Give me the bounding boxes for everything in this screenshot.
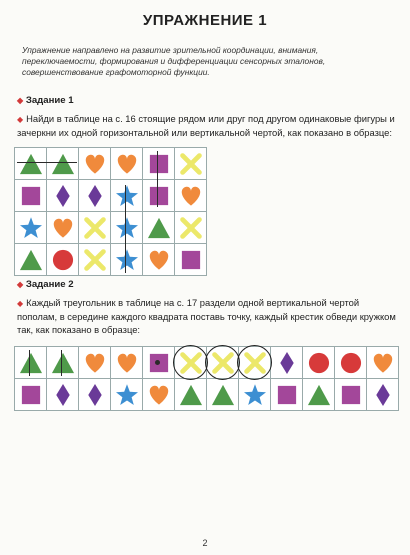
task2-heading: [17, 279, 74, 290]
task2-cell: [142, 378, 175, 411]
square-icon: [147, 184, 171, 208]
square-icon: [147, 152, 171, 176]
triangle-icon: [307, 383, 331, 407]
task2-cell: [302, 378, 335, 411]
bullet-diamond-icon: ◆: [17, 299, 24, 308]
cross-icon: [179, 216, 203, 240]
task1-cell: [14, 211, 47, 244]
task2-cell: [238, 378, 271, 411]
square-icon: [275, 383, 299, 407]
triangle-icon: [179, 383, 203, 407]
task2-cell: [302, 346, 335, 379]
divide-line: [61, 350, 62, 376]
task1-cell: [142, 211, 175, 244]
task2-cell: [78, 378, 111, 411]
heart-icon: [83, 351, 107, 375]
task2-body: [17, 296, 397, 336]
task1-cell: [78, 243, 111, 276]
heart-icon: [147, 383, 171, 407]
strike-line: [17, 162, 77, 163]
task1-cell: [14, 179, 47, 212]
task2-cell: [206, 378, 239, 411]
diamond-icon: [51, 184, 75, 208]
task2-text: Каждый треугольник в таблице на с. 17 раздели одной вертикальной чертой пополам, в середине каждого квадрата поставь точку, каждый крестик обведи кружком так, как показано в образце:: [17, 297, 396, 335]
task1-cell: [14, 147, 47, 180]
task1-cell: [78, 211, 111, 244]
page-title: УПРАЖНЕНИЕ 1: [142, 12, 268, 29]
task2-cell: [14, 346, 47, 379]
task1-cell: [14, 243, 47, 276]
bullet-diamond-icon: ◆: [17, 115, 24, 124]
square-icon: [19, 383, 43, 407]
task1-cell: [46, 147, 79, 180]
task2-cell: [334, 378, 367, 411]
diamond-icon: [275, 351, 299, 375]
task1-cell: [46, 211, 79, 244]
diamond-icon: [371, 383, 395, 407]
triangle-icon: [51, 351, 75, 375]
task2-cell: [270, 346, 303, 379]
heart-icon: [179, 184, 203, 208]
task2-cell: [366, 378, 399, 411]
task1-cell: [174, 211, 207, 244]
task1-cell: [78, 179, 111, 212]
page-number: 2: [202, 538, 208, 548]
task2-cell: [46, 378, 79, 411]
cross-circle: [237, 345, 272, 380]
diamond-icon: [83, 383, 107, 407]
divide-line: [29, 350, 30, 376]
task1-cell: [174, 179, 207, 212]
task2-cell: [110, 346, 143, 379]
task2-cell: [46, 346, 79, 379]
cross-icon: [83, 216, 107, 240]
circle-icon: [307, 351, 331, 375]
bullet-diamond-icon: ◆: [17, 96, 24, 105]
triangle-icon: [19, 152, 43, 176]
cross-circle: [205, 345, 240, 380]
task2-sample-grid: [14, 346, 396, 412]
bullet-diamond-icon: ◆: [17, 280, 24, 289]
diamond-icon: [83, 184, 107, 208]
task2-cell: [366, 346, 399, 379]
square-icon: [179, 248, 203, 272]
task1-cell: [142, 243, 175, 276]
strike-line: [125, 185, 126, 273]
heart-icon: [115, 152, 139, 176]
task1-cell: [110, 179, 143, 212]
intro-text: Упражнение направлено на развитие зрительной координации, внимания, переключаемости, формирования и дифференциации сенсорных эталонов, совершенствование графомоторной функции.: [22, 45, 326, 77]
task1-body: [17, 112, 397, 139]
cross-icon: [179, 152, 203, 176]
task2-cell: [174, 378, 207, 411]
heart-icon: [115, 351, 139, 375]
task2-title: Задание 2: [25, 279, 74, 290]
task1-cell: [174, 243, 207, 276]
task1-cell: [78, 147, 111, 180]
task1-heading: [17, 95, 74, 106]
task1-text: Найди в таблице на с. 16 стоящие рядом или друг под другом одинаковые фигуры и зачеркни их одной горизонтальной или вертикальной чертой, как показано в образце:: [17, 113, 395, 138]
heart-icon: [147, 248, 171, 272]
triangle-icon: [211, 383, 235, 407]
task1-cell: [142, 179, 175, 212]
diamond-icon: [51, 383, 75, 407]
star-icon: [115, 184, 139, 208]
cross-icon: [83, 248, 107, 272]
star-icon: [115, 216, 139, 240]
triangle-icon: [51, 152, 75, 176]
circle-icon: [339, 351, 363, 375]
task1-title: Задание 1: [25, 95, 74, 106]
star-icon: [19, 216, 43, 240]
task1-cell: [46, 243, 79, 276]
task1-sample-grid: [14, 147, 206, 275]
task1-cell: [110, 243, 143, 276]
task2-cell: [334, 346, 367, 379]
cross-circle: [173, 345, 208, 380]
task1-cell: [142, 147, 175, 180]
task2-cell: [78, 346, 111, 379]
circle-icon: [51, 248, 75, 272]
heart-icon: [83, 152, 107, 176]
square-icon: [19, 184, 43, 208]
heart-icon: [371, 351, 395, 375]
task1-cell: [110, 147, 143, 180]
triangle-icon: [19, 248, 43, 272]
star-icon: [115, 248, 139, 272]
task1-cell: [110, 211, 143, 244]
triangle-icon: [19, 351, 43, 375]
triangle-icon: [147, 216, 171, 240]
task2-cell: [270, 378, 303, 411]
star-icon: [115, 383, 139, 407]
heart-icon: [51, 216, 75, 240]
square-icon: [339, 383, 363, 407]
strike-line: [157, 151, 158, 207]
square-dot: [155, 360, 160, 365]
task2-cell: [110, 378, 143, 411]
task2-cell: [14, 378, 47, 411]
task1-cell: [174, 147, 207, 180]
task1-cell: [46, 179, 79, 212]
star-icon: [243, 383, 267, 407]
